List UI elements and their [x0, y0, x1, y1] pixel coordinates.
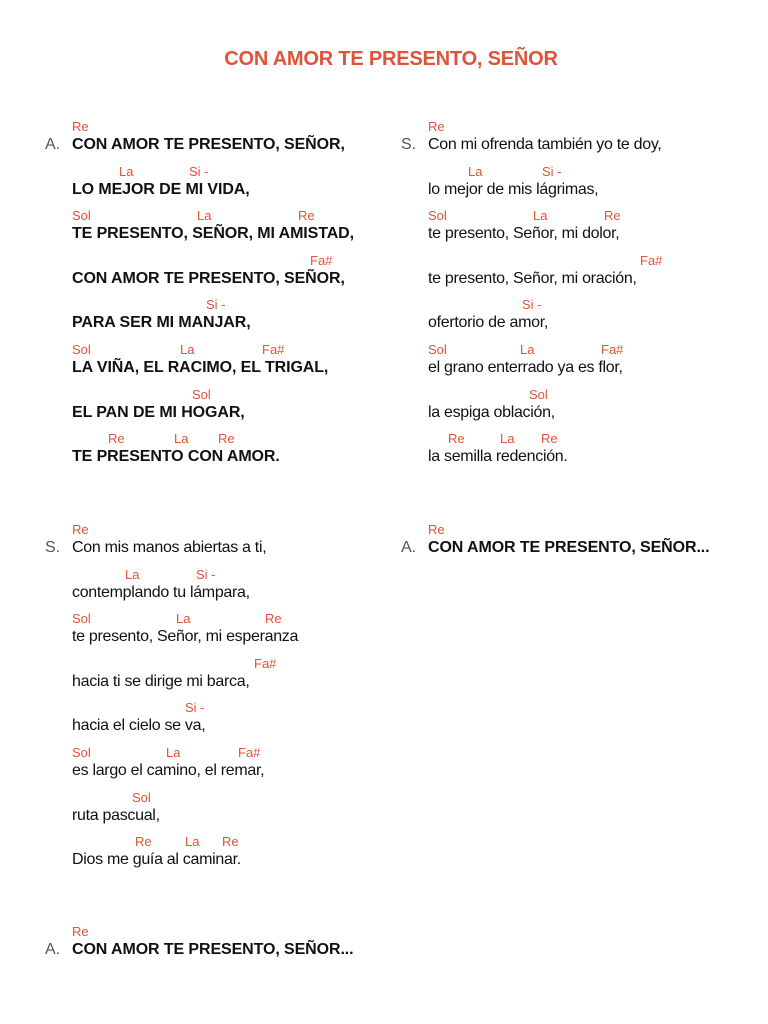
lyric-line: TE PRESENTO CON AMOR. [72, 448, 280, 466]
lyric-line: contemplando tu lámpara, [72, 583, 250, 601]
lyric-line: EL PAN DE MI HOGAR, [72, 403, 245, 421]
chord: Re [298, 208, 315, 224]
lyric-line: PARA SER MI MANJAR, [72, 314, 251, 332]
lyric-line: Con mis manos abiertas a ti, [72, 539, 267, 556]
chord: La [174, 431, 189, 447]
chord: Re [72, 924, 89, 939]
song-title: CON AMOR TE PRESENTO, SEÑOR [224, 48, 558, 70]
chord: La [533, 208, 548, 224]
chord: La [180, 341, 195, 357]
lyric-line: Con mi ofrenda también yo te doy, [428, 136, 662, 153]
lyric-line: hacia el cielo se va, [72, 717, 206, 735]
chord: Sol [529, 386, 548, 402]
lyric-line: la espiga oblación, [428, 403, 555, 421]
chord: La [197, 208, 212, 224]
chord: Sol [72, 208, 91, 224]
chord: Si - [185, 700, 205, 716]
section-label: A. [45, 136, 61, 153]
chord: Si - [522, 297, 542, 313]
chord: Re [604, 208, 621, 224]
lyric-line: TE PRESENTO, SEÑOR, MI AMISTAD, [72, 225, 354, 243]
chord: Si - [542, 163, 562, 179]
lyric-line: Dios me guía al caminar. [72, 851, 241, 869]
chord: Si - [206, 297, 226, 313]
chord: Sol [428, 341, 447, 357]
lyric-line: es largo el camino, el remar, [72, 761, 265, 779]
lyric-line: CON AMOR TE PRESENTO, SEÑOR, [72, 136, 345, 153]
lyric-line: CON AMOR TE PRESENTO, SEÑOR... [72, 941, 354, 958]
chord: Re [135, 834, 152, 850]
lyric-line: te presento, Señor, mi oración, [428, 269, 637, 287]
chord: Sol [72, 744, 91, 760]
chord: Sol [72, 611, 91, 627]
chord: Fa# [310, 252, 333, 268]
lyric-line: CON AMOR TE PRESENTO, SEÑOR, [72, 269, 345, 287]
chord: Fa# [601, 341, 624, 357]
chord: Re [448, 431, 465, 447]
chord: Re [72, 522, 89, 537]
chord: Re [428, 522, 445, 537]
lyric-line: la semilla redención. [428, 448, 568, 466]
chord: La [166, 744, 181, 760]
chord: Si - [196, 566, 216, 582]
chord: Sol [192, 386, 211, 402]
chord: Re [222, 834, 239, 850]
chord: La [119, 163, 134, 179]
chord: Re [72, 119, 89, 134]
lyric-line: ruta pascual, [72, 806, 160, 824]
chord: Sol [132, 789, 151, 805]
chord: Sol [72, 341, 91, 357]
lyric-line: te presento, Señor, mi esperanza [72, 628, 299, 646]
lyric-line: LO MEJOR DE MI VIDA, [72, 180, 250, 198]
chord: La [185, 834, 200, 850]
chord: Sol [428, 208, 447, 224]
chord: La [468, 163, 483, 179]
lyric-line: LA VIÑA, EL RACIMO, EL TRIGAL, [72, 358, 329, 376]
lyric-line: hacia ti se dirige mi barca, [72, 672, 250, 690]
chord: La [520, 341, 535, 357]
lyric-line: lo mejor de mis lágrimas, [428, 180, 599, 198]
chord: Re [265, 611, 282, 627]
chord: La [176, 611, 191, 627]
chord: Re [428, 119, 445, 134]
chord: Fa# [262, 341, 285, 357]
chord: La [125, 566, 140, 582]
lyric-line: te presento, Señor, mi dolor, [428, 225, 620, 243]
chord: Si - [189, 163, 209, 179]
lyric-line: ofertorio de amor, [428, 314, 548, 332]
chord: Re [218, 431, 235, 447]
chord: Fa# [640, 252, 663, 268]
section-label: S. [401, 136, 417, 153]
chord: La [500, 431, 515, 447]
chord: Re [541, 431, 558, 447]
section-label: A. [45, 941, 61, 958]
lyric-line: CON AMOR TE PRESENTO, SEÑOR... [428, 539, 710, 556]
chord: Fa# [254, 655, 277, 671]
chord: Fa# [238, 744, 261, 760]
lyric-line: el grano enterrado ya es flor, [428, 358, 623, 376]
chord: Re [108, 431, 125, 447]
section-label: S. [45, 539, 61, 556]
section-label: A. [401, 539, 417, 556]
